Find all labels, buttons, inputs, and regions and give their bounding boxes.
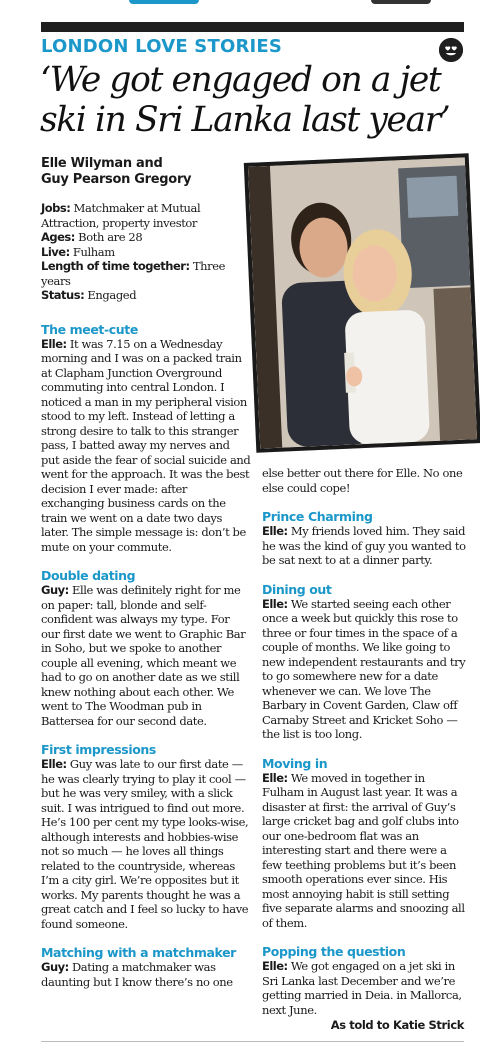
couple-names xyxy=(41,156,251,188)
header-rule xyxy=(41,22,464,32)
paragraph-prince-charming xyxy=(262,524,467,568)
fact-jobs xyxy=(41,201,251,230)
fact-length xyxy=(41,259,251,288)
subheading-dining-out: Dining out xyxy=(262,581,332,597)
paragraph-moving-in xyxy=(262,771,467,931)
fact-label: Live: xyxy=(41,244,70,259)
paragraph-first-impressions xyxy=(41,757,251,931)
left-column xyxy=(41,201,251,989)
masthead-fragment xyxy=(41,0,464,6)
speaker-label: Guy: xyxy=(41,583,69,597)
subheading-meet-cute: The meet-cute xyxy=(41,321,138,337)
subheading-popping-question: Popping the question xyxy=(262,944,406,959)
paragraph-text: Elle was definitely right for me on paper: tall, blonde and self-confident was always my type. For our first date we went to Graphic Bar in Soho, but we spoke to another couple all evening, which meant we had to go on another date as we still knew nothing about each other. We went to The Woodman pub in Battersea for our second date. xyxy=(41,583,246,728)
fact-label: Ages: xyxy=(41,230,75,244)
paragraph-dining-out xyxy=(262,597,467,742)
subheading-prince-charming: Prince Charming xyxy=(262,509,373,524)
fact-value: Both are 28 xyxy=(74,230,143,244)
subheading-first-impressions: First impressions xyxy=(41,742,156,757)
paragraph-text: Guy was late to our first date — he was clearly trying to play it cool — but he was very smiley, with a slick suit. I was intrigued to find out more. He’s 100 per cent my type looks-wise, although interests and hobbies-wise not so much — he loves all things related to the countryside, whereas I’m a city girl. We’re opposites but it works. My parents thought he was a great catch and I feel so lucky to have found someone. xyxy=(41,757,249,931)
speaker-label: Elle: xyxy=(41,757,67,771)
name-line: Guy Pearson Gregory xyxy=(41,172,192,187)
speaker-label: Elle: xyxy=(262,959,288,973)
couple-photo xyxy=(244,153,480,453)
speaker-label: Elle: xyxy=(262,596,288,611)
paragraph-matchmaker xyxy=(41,960,251,989)
paragraph-text: It was 7.15 on a Wednesday morning and I was on a packed train at Clapham Junction Overground commuting into central London. I noticed a man in my peripheral vision stood to my left. Instead of letting a strong desire to talk to this stranger pass, I batted away my nerves and put aside the fear of social suicide and went for the approach. It was the best decision I ever made: after exchanging business cards on the train we went on a date two days later. The simple message is: don’t be mute on your commute. xyxy=(41,336,251,554)
speaker-label: Elle: xyxy=(262,770,288,785)
paragraph-popping-question xyxy=(262,959,467,1017)
fact-live xyxy=(41,245,251,260)
paragraph-text: We moved in together in Fulham in August last year. It was a disaster at first: the arrival of Guy’s large cricket bag and golf clubs into our one-bedroom flat was an interesting start and there were a few teething problems but it’s been smooth operations ever since. His most annoying habit is still setting five separate alarms and snoozing all of them. xyxy=(262,770,465,930)
subheading-matchmaker: Matching with a matchmaker xyxy=(41,945,236,960)
bottom-rule xyxy=(41,1041,464,1042)
fact-status xyxy=(41,288,251,303)
paragraph-continuation: else better out there for Elle. No one else could cope! xyxy=(262,466,463,495)
name-line: Elle Wilyman and xyxy=(41,156,163,171)
speaker-label: Elle: xyxy=(262,524,288,538)
paragraph-meet-cute xyxy=(41,337,251,555)
fact-value: Matchmaker at Mutual Attraction, property investor xyxy=(41,201,201,230)
paragraph-text: We started seeing each other once a week but quickly this rose to three or four times in the space of a couple of months. We like going to new independent restaurants and try to go somewhere new for a date whenever we can. We love The Barbary in Covent Garden, Claw off Carnaby Street and Kricket Soho — the list is too long. xyxy=(262,596,466,741)
right-column xyxy=(262,466,467,1017)
subheading-moving-in: Moving in xyxy=(262,755,328,771)
paragraph-text: My friends loved him. They said he was the kind of guy you wanted to be sat next to at a dinner party. xyxy=(262,524,466,567)
speaker-label: Elle: xyxy=(41,336,67,351)
paragraph-text: Dating a matchmaker was daunting but I know there’s no one xyxy=(41,960,233,989)
paragraph-double-dating xyxy=(41,583,251,728)
paragraph-text: We got engaged on a jet ski in Sri Lanka last December and we’re getting married in Deia. in Mallorca, next June. xyxy=(262,959,462,1017)
speaker-label: Guy: xyxy=(41,960,69,974)
fact-label: Length of time together: xyxy=(41,259,190,273)
fact-label: Jobs: xyxy=(41,201,71,215)
subheading-double-dating: Double dating xyxy=(41,568,136,583)
fact-label: Status: xyxy=(41,288,85,302)
fact-ages xyxy=(41,230,251,245)
fact-value: Three years xyxy=(41,259,226,288)
fact-value: Engaged xyxy=(84,288,137,302)
fact-value: Fulham xyxy=(69,244,115,259)
headline: ‘We got engaged on a jet ski in Sri Lanka last year’ xyxy=(40,60,450,140)
heart-eyes-emoji-icon xyxy=(439,38,463,62)
byline: As told to Katie Strick xyxy=(330,1018,464,1032)
section-kicker: LONDON LOVE STORIES xyxy=(41,36,283,57)
fact-box xyxy=(41,201,251,303)
